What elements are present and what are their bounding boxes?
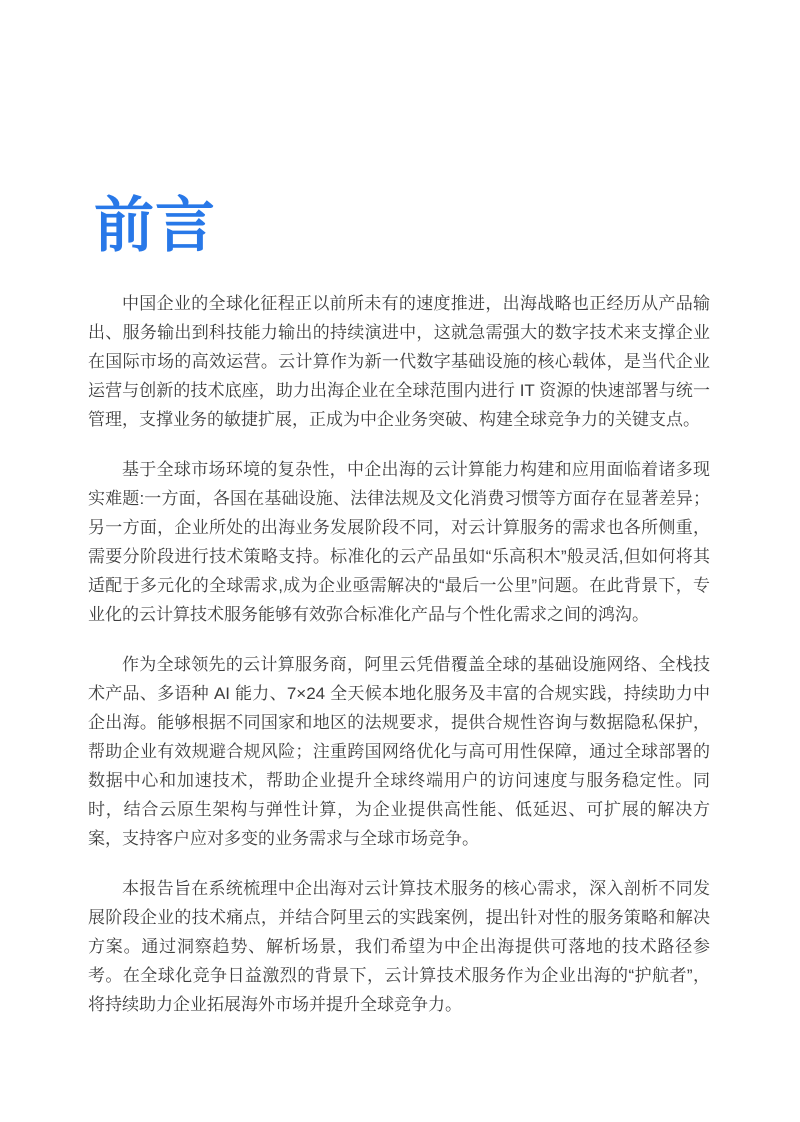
page-title: 前言 — [94, 192, 216, 259]
preface-paragraph-2: 基于全球市场环境的复杂性，中企出海的云计算能力构建和应用面临着诸多现实难题:一方面，各国在基础设施、法律法规及文化消费习惯等方面存在显著差异；另一方面，企业所处的出海业务发展阶段不同，对云计算服务的需求也各所侧重，需要分阶段进行技术策略支持。标准化的云产品虽如“乐高积木”般灵活,但如何将其适配于多元化的全球需求,成为企业亟需解决的“最后一公里”问题。在此背景下，专业化的云计算技术服务能够有效弥合标准化产品与个性化需求之间的鸿沟。 — [88, 460, 710, 624]
preface-paragraph-3: 作为全球领先的云计算服务商，阿里云凭借覆盖全球的基础设施网络、全栈技术产品、多语种 AI 能力、7×24 全天候本地化服务及丰富的合规实践，持续助力中企出海。能够根据不同国家和地区的法规要求，提供合规性咨询与数据隐私保护，帮助企业有效规避合规风险；注重跨国网络优化与高可用性保障，通过全球部署的数据中心和加速技术，帮助企业提升全球终端用户的访问速度与服务稳定性。同时，结合云原生架构与弹性计算，为企业提供高性能、低延迟、可扩展的解决方案，支持客户应对多变的业务需求与全球市场竞争。 — [88, 655, 710, 848]
preface-paragraph-1: 中国企业的全球化征程正以前所未有的速度推进，出海战略也正经历从产品输出、服务输出到科技能力输出的持续演进中，这就急需强大的数字技术来支撑企业在国际市场的高效运营。云计算作为新一代数字基础设施的核心载体，是当代企业运营与创新的技术底座，助力出海企业在全球范围内进行 IT 资源的快速部署与统一管理，支撑业务的敏捷扩展，正成为中企业务突破、构建全球竞争力的关键支点。 — [88, 294, 710, 429]
preface-paragraph-4: 本报告旨在系统梳理中企出海对云计算技术服务的核心需求，深入剖析不同发展阶段企业的技术痛点，并结合阿里云的实践案例，提出针对性的服务策略和解决方案。通过洞察趋势、解析场景，我们希望为中企出海提供可落地的技术路径参考。在全球化竞争日益激烈的背景下，云计算技术服务作为企业出海的“护航者”，将持续助力企业拓展海外市场并提升全球竞争力。 — [88, 879, 710, 1014]
preface-body — [88, 289, 710, 1040]
